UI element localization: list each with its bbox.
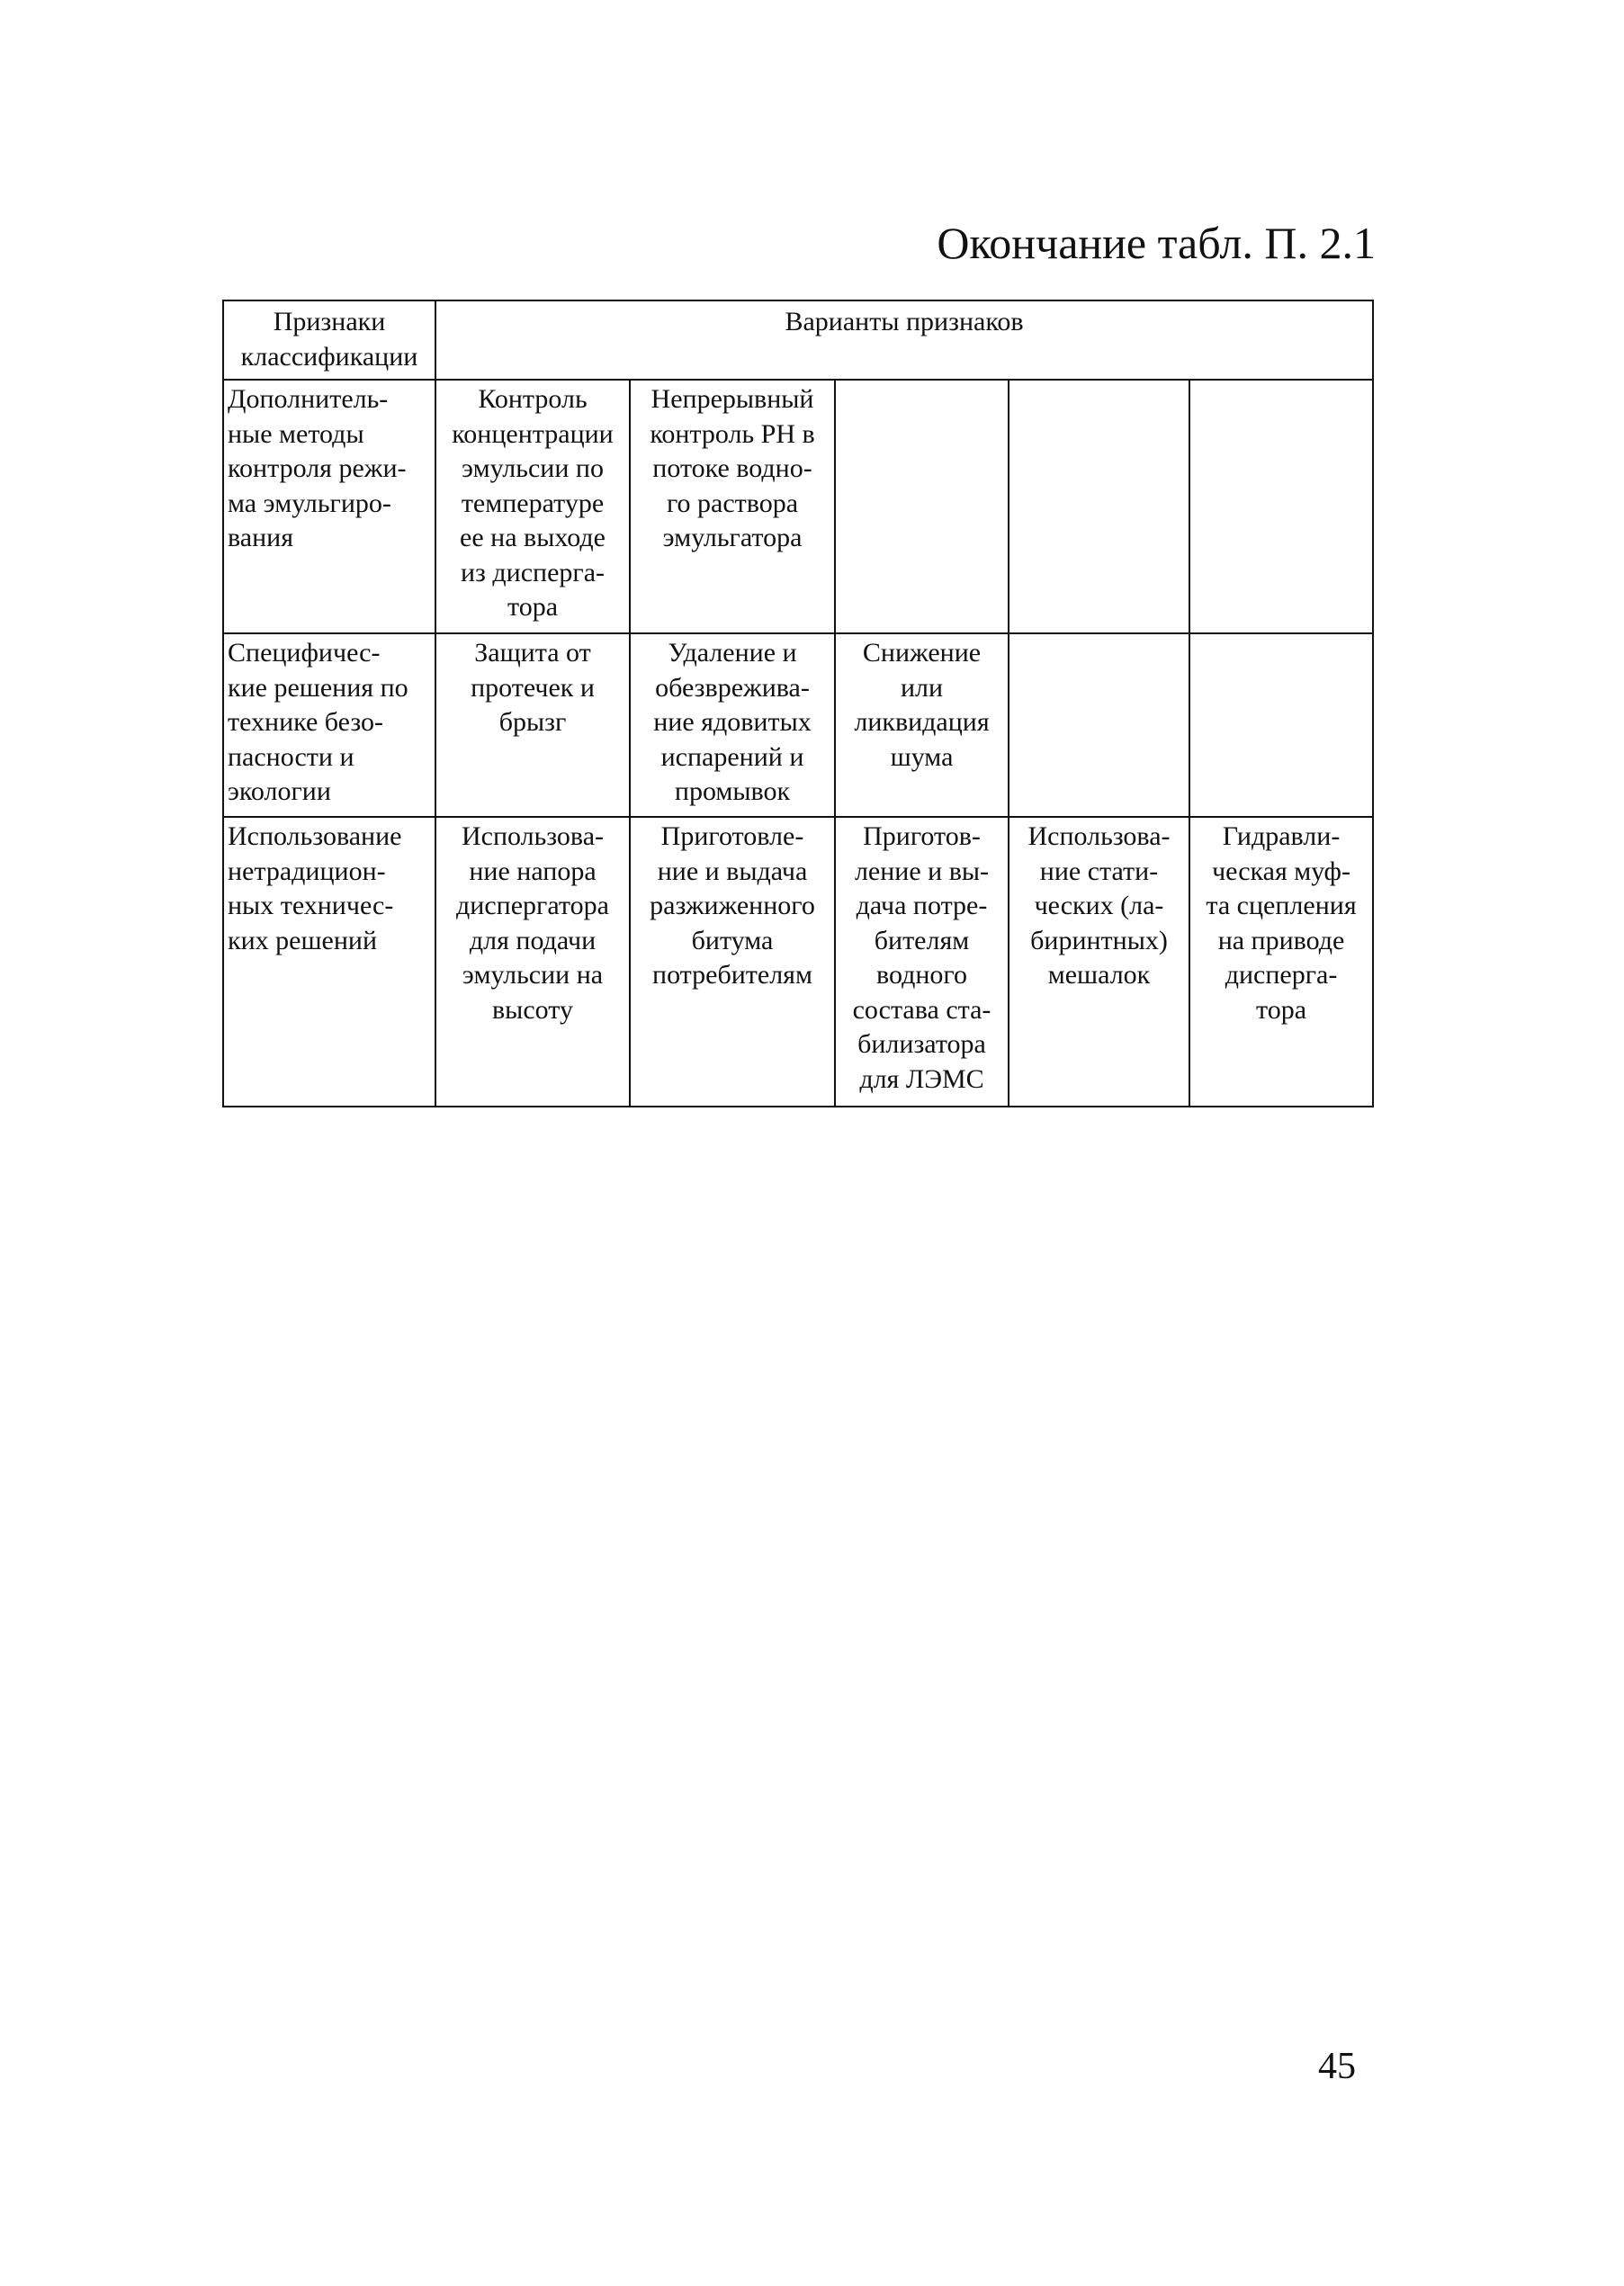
table-cell (435, 633, 630, 817)
table-cell (1189, 380, 1373, 633)
row-label-text: Дополнитель- ные методы контроля режи- ма эмульгиро- вания (228, 384, 407, 552)
table-cell (835, 633, 1009, 817)
cell-text: Приготов- ление и вы- дача потре- бителям водного состава ста- билизатора для ЛЭМС (852, 821, 991, 1094)
classification-table (222, 300, 1374, 1107)
cell-text: Защита от протечек и брызг (471, 638, 595, 737)
table-row (223, 380, 1373, 633)
cell-text: Непрерывный контроль РН в потоке водно- го раствора эмульгатора (650, 384, 815, 552)
table-cell (435, 380, 630, 633)
row-label (223, 633, 435, 817)
cell-text: Приготовле- ние и выдача разжиженного битума потребителям (650, 821, 815, 990)
header-row (223, 300, 1373, 380)
table-row (223, 633, 1373, 817)
row-label-text: Использование нетрадицион- ных техничес- ких решений (228, 821, 402, 955)
cell-text: Гидравли- ческая муф- та сцепления на приводе дисперга- тора (1206, 821, 1357, 1025)
table-cell (1009, 817, 1189, 1107)
table-cell (1009, 380, 1189, 633)
header-feature-variants-label: Варианты признаков (785, 307, 1024, 336)
table-row (223, 817, 1373, 1107)
table-caption: Окончание табл. П. 2.1 (937, 218, 1376, 268)
cell-text: Использова- ние стати- ческих (ла- биринтных) мешалок (1027, 821, 1171, 990)
table-cell (835, 817, 1009, 1107)
cell-text: Удаление и обезврежива- ние ядовитых испарений и промывок (653, 638, 812, 806)
table-cell (435, 817, 630, 1107)
table-cell (1009, 633, 1189, 817)
cell-text: Контроль концентрации эмульсии по температуре ее на выходе из дисперга- тора (452, 384, 614, 622)
table-cell (630, 817, 835, 1107)
cell-text: Снижение или ликвидация шума (854, 638, 990, 772)
table-cell (835, 380, 1009, 633)
row-label-text: Специфичес- кие решения по технике безо- пасности и экологии (228, 638, 408, 806)
row-label (223, 817, 435, 1107)
header-classification-features (223, 300, 435, 380)
table-cell (1189, 817, 1373, 1107)
page-number: 45 (1318, 2046, 1356, 2087)
row-label (223, 380, 435, 633)
cell-text: Использова- ние напора диспергатора для подачи эмульсии на высоту (456, 821, 609, 1025)
table-cell (630, 380, 835, 633)
header-feature-variants (435, 300, 1373, 380)
table-cell (630, 633, 835, 817)
table-cell (1189, 633, 1373, 817)
header-classification-features-label: Признаки классификации (240, 307, 418, 372)
